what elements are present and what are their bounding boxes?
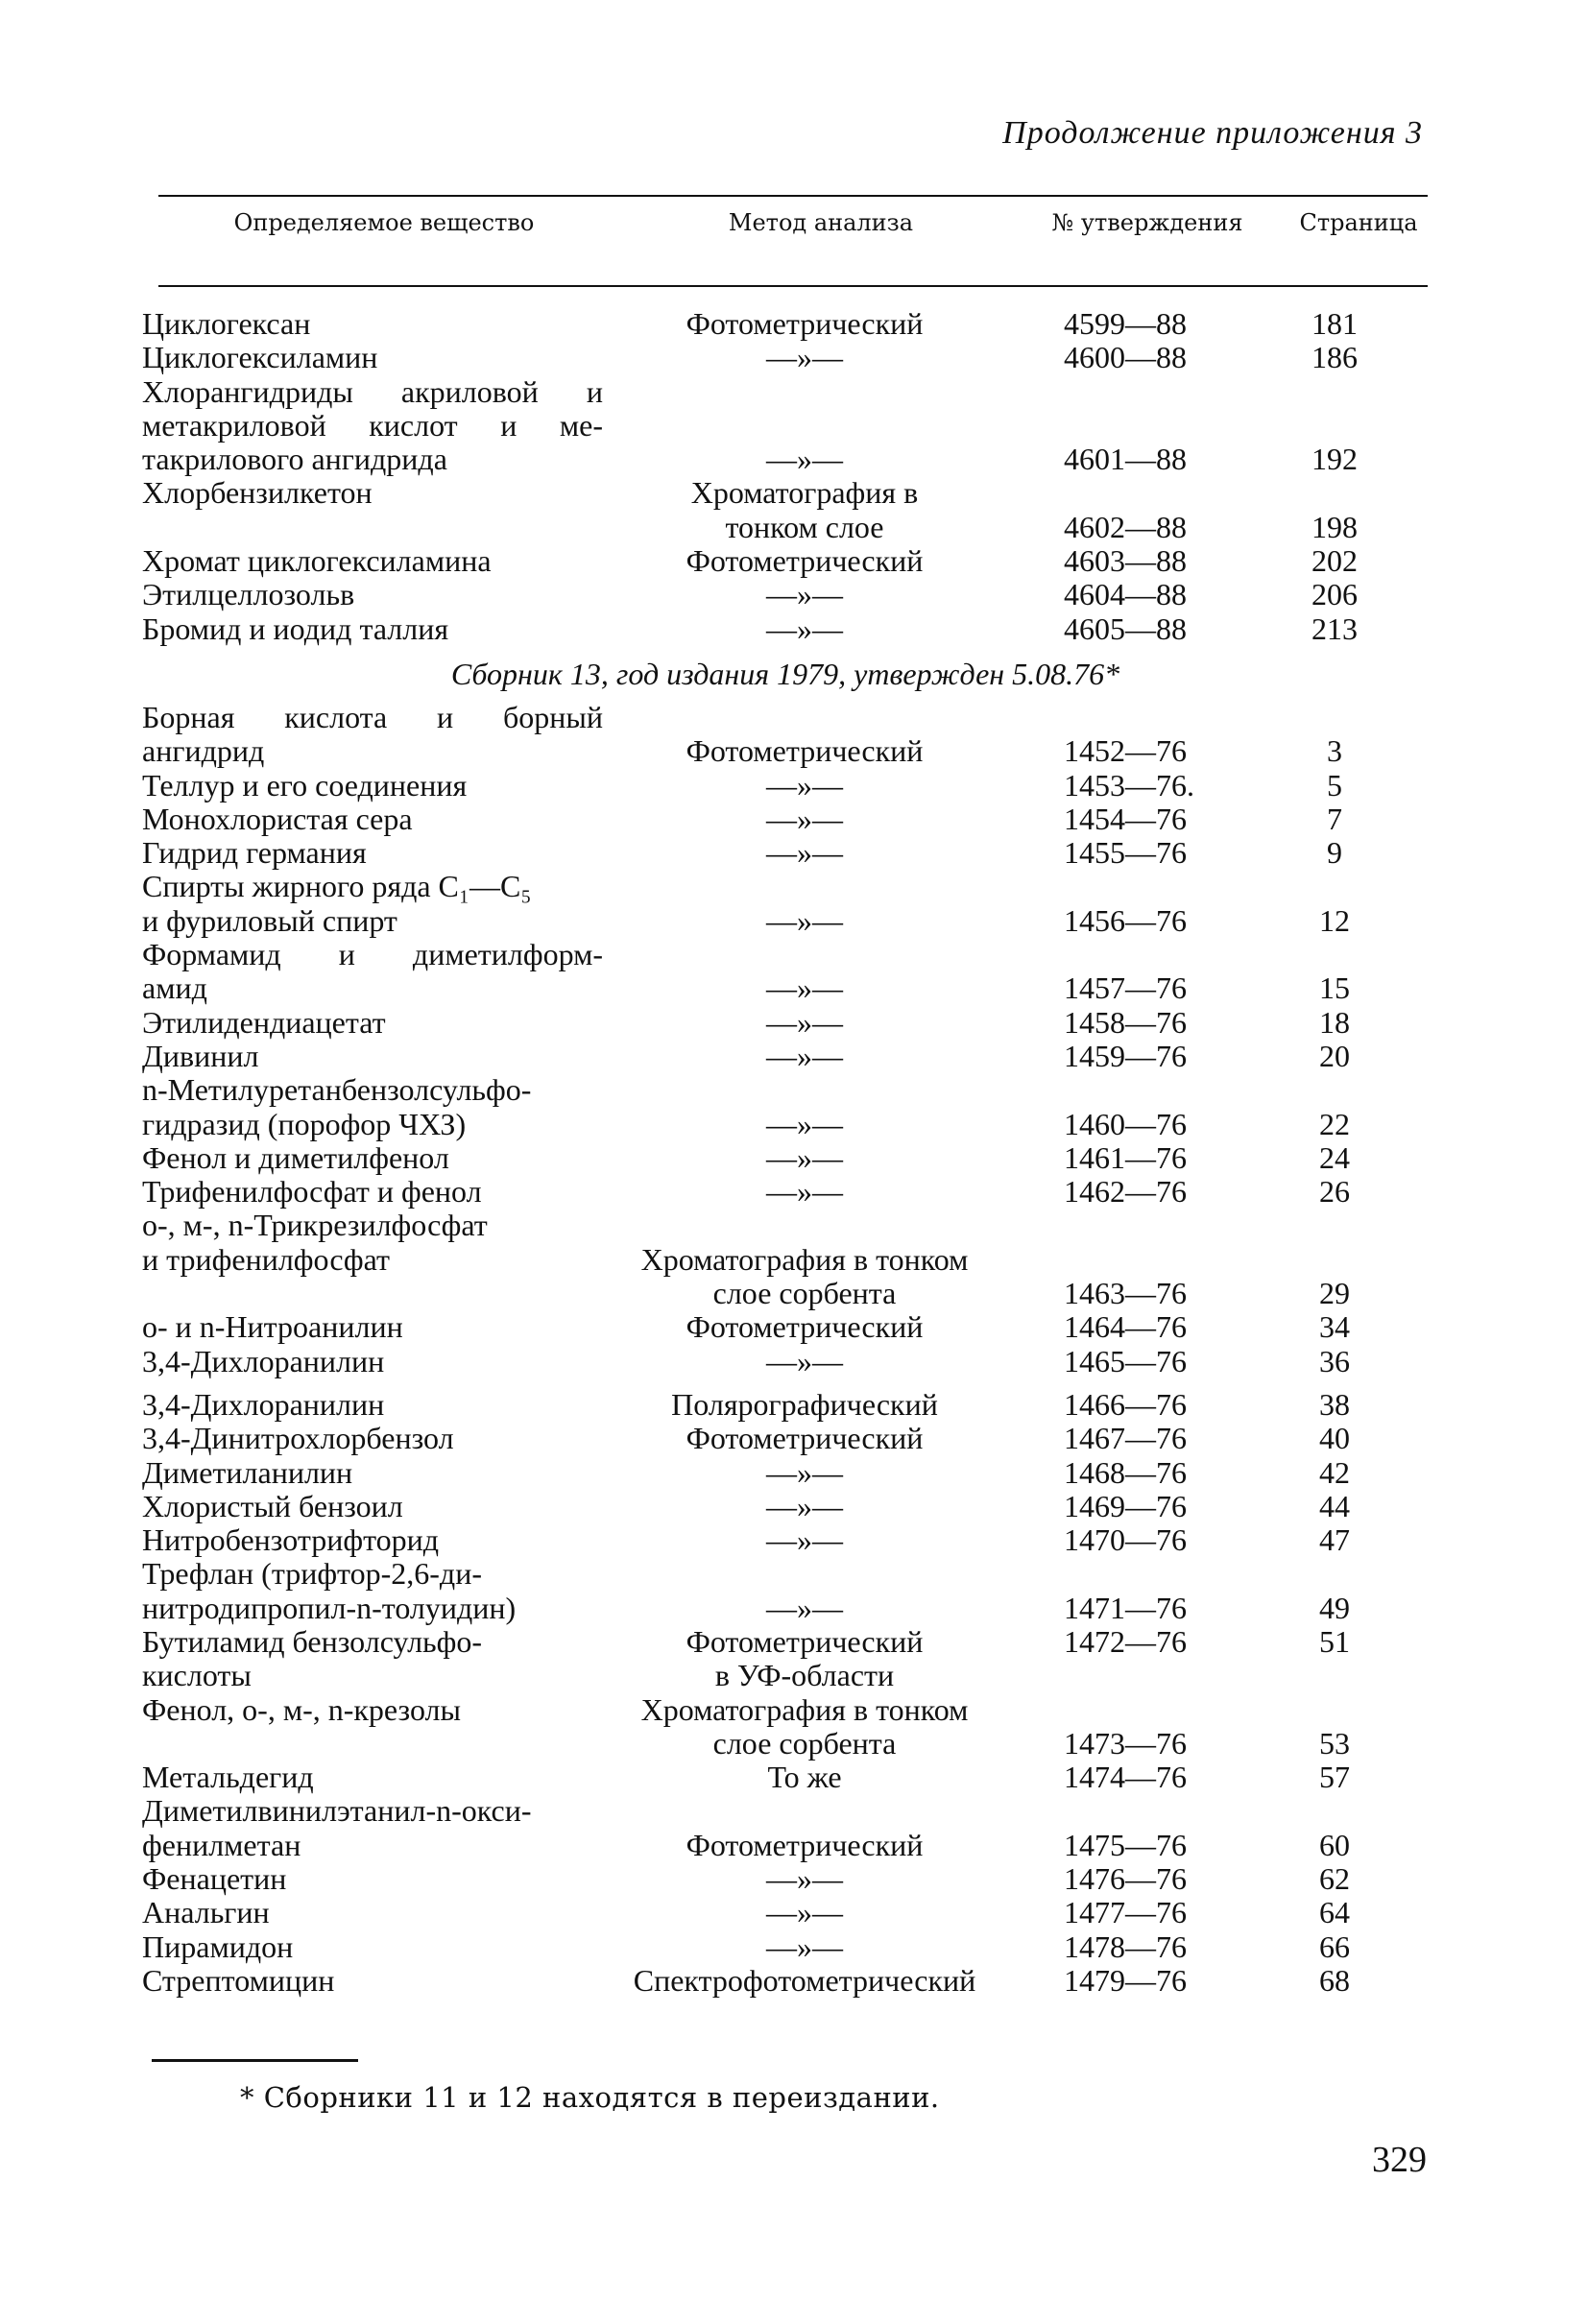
substance-cell: Гидрид германия	[142, 835, 367, 871]
substance-cell: Хлористый бензоил	[142, 1488, 403, 1523]
table-top-rule	[158, 195, 1428, 197]
method-cell: —»—	[766, 1004, 843, 1040]
method-cell: —»—	[766, 902, 843, 938]
header-page: Страница	[1299, 209, 1418, 236]
page-cell: 20	[1319, 1038, 1350, 1073]
substance-cell: метакриловой кислот и ме-	[142, 407, 603, 443]
method-cell: Хроматография в	[690, 475, 919, 511]
method-cell: слое сорбента	[712, 1725, 897, 1761]
approval-number-cell: 1470—76	[1064, 1522, 1187, 1558]
table-row	[142, 1625, 1429, 1659]
page-cell: 36	[1319, 1343, 1350, 1378]
method-cell: —»—	[766, 1038, 843, 1073]
method-cell: Фотометрический	[686, 733, 924, 769]
page-cell: 60	[1319, 1827, 1350, 1862]
method-cell: —»—	[766, 1139, 843, 1175]
approval-number-cell: 1469—76	[1064, 1488, 1187, 1523]
method-cell: —»—	[766, 1522, 843, 1558]
page-number: 329	[1372, 2140, 1427, 2180]
table-row	[142, 578, 1429, 611]
substance-cell: Дивинил	[142, 1038, 259, 1073]
table-row	[142, 1930, 1429, 1964]
table-block-1	[142, 307, 1429, 646]
table-row	[142, 904, 1429, 938]
substance-cell: n-Метилуретанбензолсульфо-	[142, 1072, 532, 1108]
table-row	[142, 1243, 1429, 1277]
table-header-rule	[158, 285, 1428, 287]
method-cell: —»—	[766, 1174, 843, 1210]
approval-number-cell: 1464—76	[1064, 1309, 1187, 1345]
table-row	[142, 1175, 1429, 1209]
method-cell: Фотометрический	[686, 1421, 924, 1456]
table-row	[142, 1040, 1429, 1073]
table-row	[142, 612, 1429, 646]
table-row	[142, 803, 1429, 836]
substance-cell: Анальгин	[142, 1895, 270, 1930]
method-cell: —»—	[766, 1343, 843, 1378]
method-cell: —»—	[766, 577, 843, 612]
page-cell: 68	[1319, 1962, 1350, 1998]
approval-number-cell: 1468—76	[1064, 1454, 1187, 1490]
substance-cell: o- и n-Нитроанилин	[142, 1309, 403, 1345]
table-row	[142, 1896, 1429, 1929]
table-row	[142, 701, 1429, 734]
table-row	[142, 938, 1429, 971]
page-cell: 47	[1319, 1522, 1350, 1558]
page-cell: 206	[1311, 577, 1358, 612]
method-cell: Хроматография в тонком	[640, 1691, 969, 1727]
table-row	[142, 1388, 1429, 1422]
table-row	[142, 971, 1429, 1005]
page-cell: 29	[1319, 1276, 1350, 1311]
table-row	[142, 443, 1429, 476]
page-cell: 44	[1319, 1488, 1350, 1523]
page-cell: 42	[1319, 1454, 1350, 1490]
table-row	[142, 769, 1429, 803]
substance-cell: амид	[142, 970, 207, 1006]
approval-number-cell: 1465—76	[1064, 1343, 1187, 1378]
approval-number-cell: 1478—76	[1064, 1929, 1187, 1964]
page-cell: 64	[1319, 1895, 1350, 1930]
substance-cell: Фенол, o-, м-, n-крезолы	[142, 1691, 462, 1727]
approval-number-cell: 1458—76	[1064, 1004, 1187, 1040]
page-cell: 5	[1327, 767, 1342, 803]
method-cell: —»—	[766, 611, 843, 646]
page-cell: 40	[1319, 1421, 1350, 1456]
method-cell: —»—	[766, 1590, 843, 1625]
table-row	[142, 1557, 1429, 1591]
page-cell: 181	[1311, 306, 1358, 341]
method-cell: Фотометрический	[686, 306, 924, 341]
table-row	[142, 1456, 1429, 1490]
substance-cell: Пирамидон	[142, 1929, 294, 1964]
substance-cell: Фенацетин	[142, 1861, 287, 1897]
method-cell: —»—	[766, 970, 843, 1006]
approval-number-cell: 4604—88	[1064, 577, 1187, 612]
table-row	[142, 511, 1429, 544]
approval-number-cell: 4602—88	[1064, 509, 1187, 544]
page-cell: 51	[1319, 1623, 1350, 1659]
approval-number-cell: 1463—76	[1064, 1276, 1187, 1311]
approval-number-cell: 4605—88	[1064, 611, 1187, 646]
approval-number-cell: 1471—76	[1064, 1590, 1187, 1625]
approval-number-cell: 1454—76	[1064, 801, 1187, 836]
approval-number-cell: 1456—76	[1064, 902, 1187, 938]
page-cell: 15	[1319, 970, 1350, 1006]
approval-number-cell: 1457—76	[1064, 970, 1187, 1006]
table-row	[142, 409, 1429, 443]
substance-cell: Циклогексиламин	[142, 340, 378, 375]
table-row	[142, 836, 1429, 870]
page-cell: 24	[1319, 1139, 1350, 1175]
page-cell: 53	[1319, 1725, 1350, 1761]
table-row	[142, 1659, 1429, 1692]
method-cell: Фотометрический	[686, 1309, 924, 1345]
approval-number-cell: 1472—76	[1064, 1623, 1187, 1659]
approval-number-cell: 1461—76	[1064, 1139, 1187, 1175]
method-cell: Хроматография в тонком	[640, 1241, 969, 1277]
substance-cell: o-, м-, n-Трикрезилфосфат	[142, 1208, 488, 1243]
header-substance: Определяемое вещество	[233, 209, 535, 236]
page-cell: 66	[1319, 1929, 1350, 1964]
table-row	[142, 1209, 1429, 1242]
table-row	[142, 375, 1429, 409]
page-cell: 3	[1327, 733, 1342, 769]
substance-cell: Борная кислота и борный	[142, 699, 603, 734]
substance-cell: 3,4-Дихлоранилин	[142, 1343, 385, 1378]
substance-cell: такрилового ангидрида	[142, 442, 447, 477]
table-row	[142, 1592, 1429, 1625]
substance-cell: Трифенилфосфат и фенол	[142, 1174, 482, 1210]
substance-cell: Фенол и диметилфенол	[142, 1139, 449, 1175]
substance-cell: Стрептомицин	[142, 1962, 335, 1998]
table-row	[142, 1073, 1429, 1107]
substance-cell: фенилметан	[142, 1827, 301, 1862]
substance-cell: Хромат циклогексиламина	[142, 543, 492, 579]
substance-cell: и фуриловый спирт	[142, 902, 397, 938]
method-cell: —»—	[766, 1454, 843, 1490]
method-cell: —»—	[766, 1106, 843, 1141]
table-row	[142, 476, 1429, 510]
substance-cell: 3,4-Дихлоранилин	[142, 1386, 385, 1422]
page-cell: 186	[1311, 340, 1358, 375]
table-row	[142, 1310, 1429, 1344]
approval-number-cell: 1477—76	[1064, 1895, 1187, 1930]
approval-number-cell: 1455—76	[1064, 835, 1187, 871]
method-cell: —»—	[766, 801, 843, 836]
table-row	[142, 1422, 1429, 1455]
table-row	[142, 870, 1429, 903]
approval-number-cell: 4603—88	[1064, 543, 1187, 579]
approval-number-cell: 1476—76	[1064, 1861, 1187, 1897]
table-row	[142, 1693, 1429, 1727]
approval-number-cell: 1467—76	[1064, 1421, 1187, 1456]
page-cell: 62	[1319, 1861, 1350, 1897]
substance-cell: Формамид и диметилформ-	[142, 937, 603, 972]
method-cell: —»—	[766, 1929, 843, 1964]
table-row	[142, 1006, 1429, 1040]
page-cell: 57	[1319, 1760, 1350, 1795]
approval-number-cell: 1479—76	[1064, 1962, 1187, 1998]
substance-cell: Бромид и иодид таллия	[142, 611, 449, 646]
table-row	[142, 1108, 1429, 1141]
substance-cell: Диметиланилин	[142, 1454, 353, 1490]
approval-number-cell: 1460—76	[1064, 1106, 1187, 1141]
page-cell: 7	[1327, 801, 1342, 836]
substance-cell: Диметилвинилэтанил-n-окси-	[142, 1793, 532, 1829]
approval-number-cell: 1452—76	[1064, 733, 1187, 769]
substance-cell: Трефлан (трифтор-2,6-ди-	[142, 1556, 482, 1592]
substance-cell: гидразид (порофор ЧХЗ)	[142, 1106, 467, 1141]
table-row	[142, 1141, 1429, 1175]
approval-number-cell: 1475—76	[1064, 1827, 1187, 1862]
method-cell: —»—	[766, 442, 843, 477]
method-cell: Фотометрический	[686, 1827, 924, 1862]
substance-cell: Хлорбензилкетон	[142, 475, 373, 511]
page-cell: 202	[1311, 543, 1358, 579]
page-cell: 34	[1319, 1309, 1350, 1345]
method-cell: слое сорбента	[712, 1276, 897, 1311]
table-block-2	[142, 701, 1429, 1998]
method-cell: в УФ-области	[714, 1658, 895, 1693]
running-head: Продолжение приложения 3	[1002, 115, 1423, 151]
header-approval: № утверждения	[1051, 209, 1243, 236]
substance-cell: нитродипропил-n-толуидин)	[142, 1590, 517, 1625]
method-cell: —»—	[766, 1488, 843, 1523]
method-cell: Фотометрический	[686, 543, 924, 579]
substance-cell: Монохлористая сера	[142, 801, 413, 836]
approval-number-cell: 1473—76	[1064, 1725, 1187, 1761]
table-row	[142, 307, 1429, 341]
page-cell: 12	[1319, 902, 1350, 938]
approval-number-cell: 1453—76.	[1064, 767, 1194, 803]
method-cell: —»—	[766, 1895, 843, 1930]
substance-cell: Хлорангидриды акриловой и	[142, 373, 603, 409]
table-row	[142, 1794, 1429, 1828]
table-row	[142, 1727, 1429, 1761]
table-row	[142, 734, 1429, 768]
page-cell: 26	[1319, 1174, 1350, 1210]
table-row	[142, 1964, 1429, 1998]
footnote: * Сборники 11 и 12 находятся в переиздании.	[240, 2081, 940, 2114]
substance-cell: Бутиламид бензолсульфо-	[142, 1623, 483, 1659]
footnote-rule	[152, 2059, 358, 2062]
method-cell: То же	[767, 1760, 842, 1795]
header-method: Метод анализа	[728, 209, 914, 236]
table-row	[142, 1490, 1429, 1523]
substance-cell: и трифенилфосфат	[142, 1241, 390, 1277]
table-row	[142, 1345, 1429, 1378]
approval-number-cell: 4599—88	[1064, 306, 1187, 341]
method-cell: Спектрофотометрический	[633, 1962, 976, 1998]
substance-cell: Спирты жирного ряда C₁—C₅	[142, 869, 532, 904]
substance-cell: 3,4-Динитрохлорбензол	[142, 1421, 454, 1456]
substance-cell: Этилидендиацетат	[142, 1004, 386, 1040]
substance-cell: ангидрид	[142, 733, 265, 769]
page-cell: 18	[1319, 1004, 1350, 1040]
table-body	[142, 307, 1429, 1998]
table-row	[142, 544, 1429, 578]
approval-number-cell: 1466—76	[1064, 1386, 1187, 1422]
method-cell: —»—	[766, 767, 843, 803]
method-cell: —»—	[766, 835, 843, 871]
page-cell: 22	[1319, 1106, 1350, 1141]
page-cell: 213	[1311, 611, 1358, 646]
table-row	[142, 341, 1429, 374]
method-cell: Фотометрический	[686, 1623, 924, 1659]
table-row	[142, 1829, 1429, 1862]
approval-number-cell: 1462—76	[1064, 1174, 1187, 1210]
table-row	[142, 1277, 1429, 1310]
substance-cell: Циклогексан	[142, 306, 311, 341]
page-cell: 198	[1311, 509, 1358, 544]
substance-cell: Теллур и его соединения	[142, 767, 468, 803]
method-cell: Полярографический	[671, 1386, 938, 1422]
section-title: Сборник 13, год издания 1979, утвержден 5.08.76*	[450, 656, 1120, 691]
table-row	[142, 1862, 1429, 1896]
page-cell: 9	[1327, 835, 1342, 871]
method-cell: тонком слое	[725, 509, 884, 544]
method-cell: —»—	[766, 1861, 843, 1897]
substance-cell: кислоты	[142, 1658, 252, 1693]
page-cell: 192	[1311, 442, 1358, 477]
page-cell: 38	[1319, 1386, 1350, 1422]
substance-cell: Этилцеллозольв	[142, 577, 355, 612]
table-row	[142, 1523, 1429, 1557]
table-row	[142, 1761, 1429, 1794]
substance-cell: Метальдегид	[142, 1760, 314, 1795]
approval-number-cell: 4600—88	[1064, 340, 1187, 375]
method-cell: —»—	[766, 340, 843, 375]
approval-number-cell: 1474—76	[1064, 1760, 1187, 1795]
substance-cell: Нитробензотрифторид	[142, 1522, 440, 1558]
approval-number-cell: 4601—88	[1064, 442, 1187, 477]
page-cell: 49	[1319, 1590, 1350, 1625]
approval-number-cell: 1459—76	[1064, 1038, 1187, 1073]
